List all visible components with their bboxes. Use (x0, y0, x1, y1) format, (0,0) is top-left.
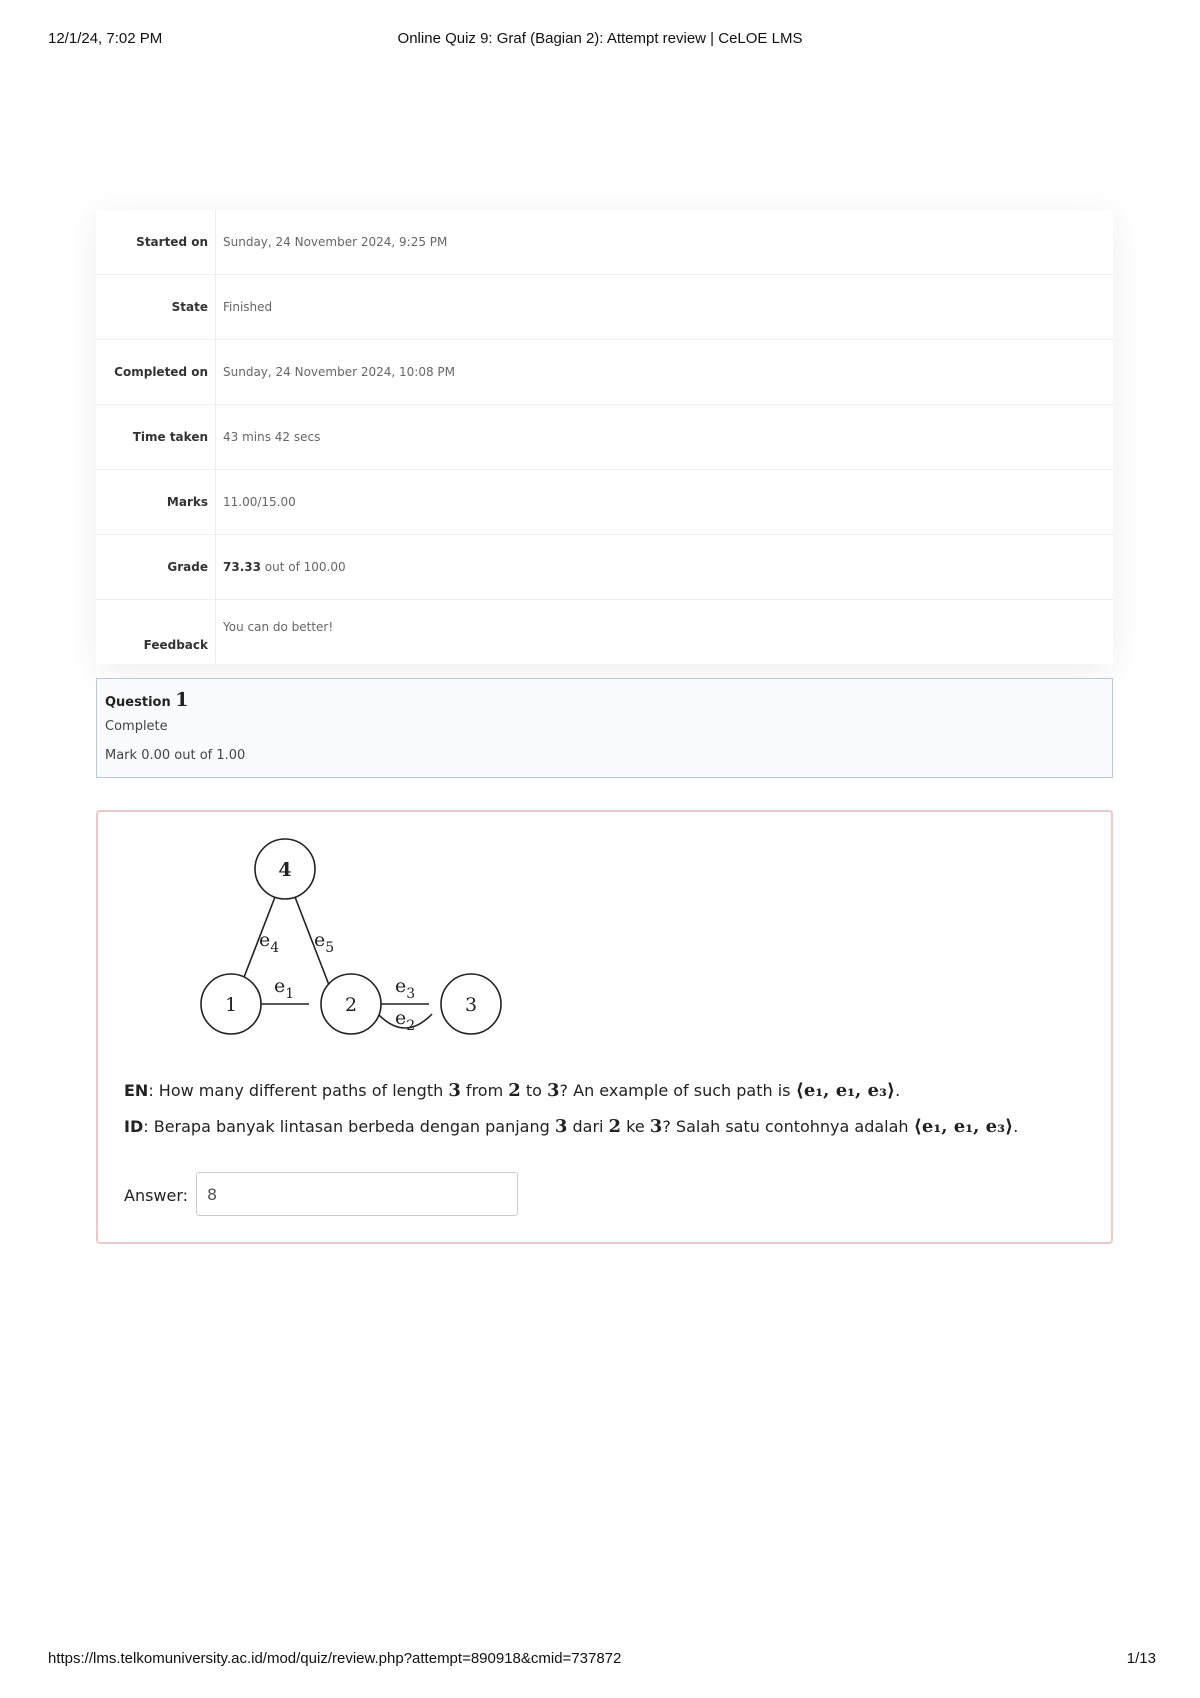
graph-edge-label-e2 (395, 1007, 415, 1034)
summary-value: Sunday, 24 November 2024, 9:25 PM (223, 235, 448, 249)
print-url: https://lms.telkomuniversity.ac.id/mod/quiz/review.php?attempt=890918&cmid=737872 (48, 1650, 622, 1667)
summary-row-grade (96, 535, 1113, 600)
text-segment: : How many different paths of length (148, 1081, 449, 1100)
text-segment: from (460, 1081, 509, 1100)
graph-node-label: 1 (224, 994, 238, 1016)
summary-label: Feedback (96, 600, 216, 664)
edge-label-sub: 4 (270, 940, 280, 956)
edge-label-sub: 3 (406, 986, 416, 1002)
text-segment: dari (567, 1117, 609, 1136)
grade-score: 73.33 (223, 560, 261, 574)
edge-label-sub: 1 (285, 986, 295, 1002)
text-segment: . (1013, 1117, 1019, 1136)
graph-node-label: 2 (344, 994, 358, 1016)
text-segment: ke (621, 1117, 650, 1136)
text-segment: ? Salah satu contohnya adalah (662, 1117, 914, 1136)
summary-value: Sunday, 24 November 2024, 10:08 PM (223, 365, 456, 379)
print-header (0, 30, 1200, 54)
math-to: 3 (547, 1080, 560, 1101)
graph-node-label: 4 (278, 859, 292, 881)
summary-value (216, 535, 1113, 599)
summary-label: Completed on (96, 340, 216, 404)
print-page-number: 1/13 (1126, 1650, 1156, 1667)
math-length: 3 (448, 1080, 461, 1101)
question-state: Complete (105, 719, 168, 734)
print-page-title: Online Quiz 9: Graf (Bagian 2): Attempt review | CeLOE LMS (397, 30, 803, 47)
summary-value: You can do better! (223, 620, 334, 634)
edge-label-sub: 2 (406, 1018, 416, 1034)
question-title-prefix: Question (105, 695, 171, 710)
edge-label-base: e (395, 975, 407, 997)
edge-label-base: e (274, 975, 286, 997)
question-number: 1 (175, 689, 189, 711)
summary-row-started (96, 210, 1113, 275)
math-length: 3 (554, 1116, 568, 1137)
lang-tag-id: ID (124, 1117, 144, 1136)
graph-edge-label-e4 (259, 929, 279, 956)
text-segment: to (520, 1081, 548, 1100)
summary-row-completed (96, 340, 1113, 405)
math-example-path: ⟨e₁, e₁, e₃⟩ (913, 1116, 1014, 1137)
text-segment: . (895, 1081, 901, 1100)
question-content (96, 810, 1113, 1244)
attempt-summary-table (96, 210, 1113, 664)
print-footer (0, 1650, 1200, 1674)
question-text-en (124, 1080, 1084, 1101)
summary-label: State (96, 275, 216, 339)
summary-value: Finished (223, 300, 273, 314)
text-segment: ? An example of such path is (559, 1081, 796, 1100)
answer-label: Answer: (124, 1186, 189, 1205)
summary-label: Marks (96, 470, 216, 534)
summary-row-feedback (96, 600, 1113, 664)
lang-tag-en: EN (124, 1081, 149, 1100)
math-from: 2 (508, 1080, 521, 1101)
summary-value: 11.00/15.00 (223, 495, 296, 509)
graph-node-label: 3 (464, 994, 478, 1016)
text-segment: : Berapa banyak lintasan berbeda dengan panjang (143, 1117, 555, 1136)
edge-label-base: e (259, 929, 271, 951)
summary-row-marks (96, 470, 1113, 535)
question-mark: Mark 0.00 out of 1.00 (105, 748, 246, 763)
summary-value: 43 mins 42 secs (223, 430, 321, 444)
math-from: 2 (608, 1116, 622, 1137)
summary-row-time-taken (96, 405, 1113, 470)
answer-input[interactable]: 8 (196, 1172, 518, 1216)
edge-label-base: e (314, 929, 326, 951)
graph-edge-label-e1 (274, 975, 294, 1002)
edge-label-base: e (395, 1007, 407, 1029)
math-example-path: ⟨e₁, e₁, e₃⟩ (795, 1080, 896, 1101)
math-to: 3 (649, 1116, 663, 1137)
summary-label: Started on (96, 210, 216, 274)
grade-suffix: out of 100.00 (264, 560, 346, 574)
question-text-id (124, 1116, 1084, 1137)
edge-label-sub: 5 (325, 940, 335, 956)
question-title (105, 689, 1104, 711)
print-datetime: 12/1/24, 7:02 PM (48, 30, 163, 47)
graph-edge-label-e3 (395, 975, 415, 1002)
summary-row-state (96, 275, 1113, 340)
question-info (96, 678, 1113, 778)
graph-figure (150, 820, 510, 1060)
summary-label: Time taken (96, 405, 216, 469)
summary-label: Grade (96, 535, 216, 599)
